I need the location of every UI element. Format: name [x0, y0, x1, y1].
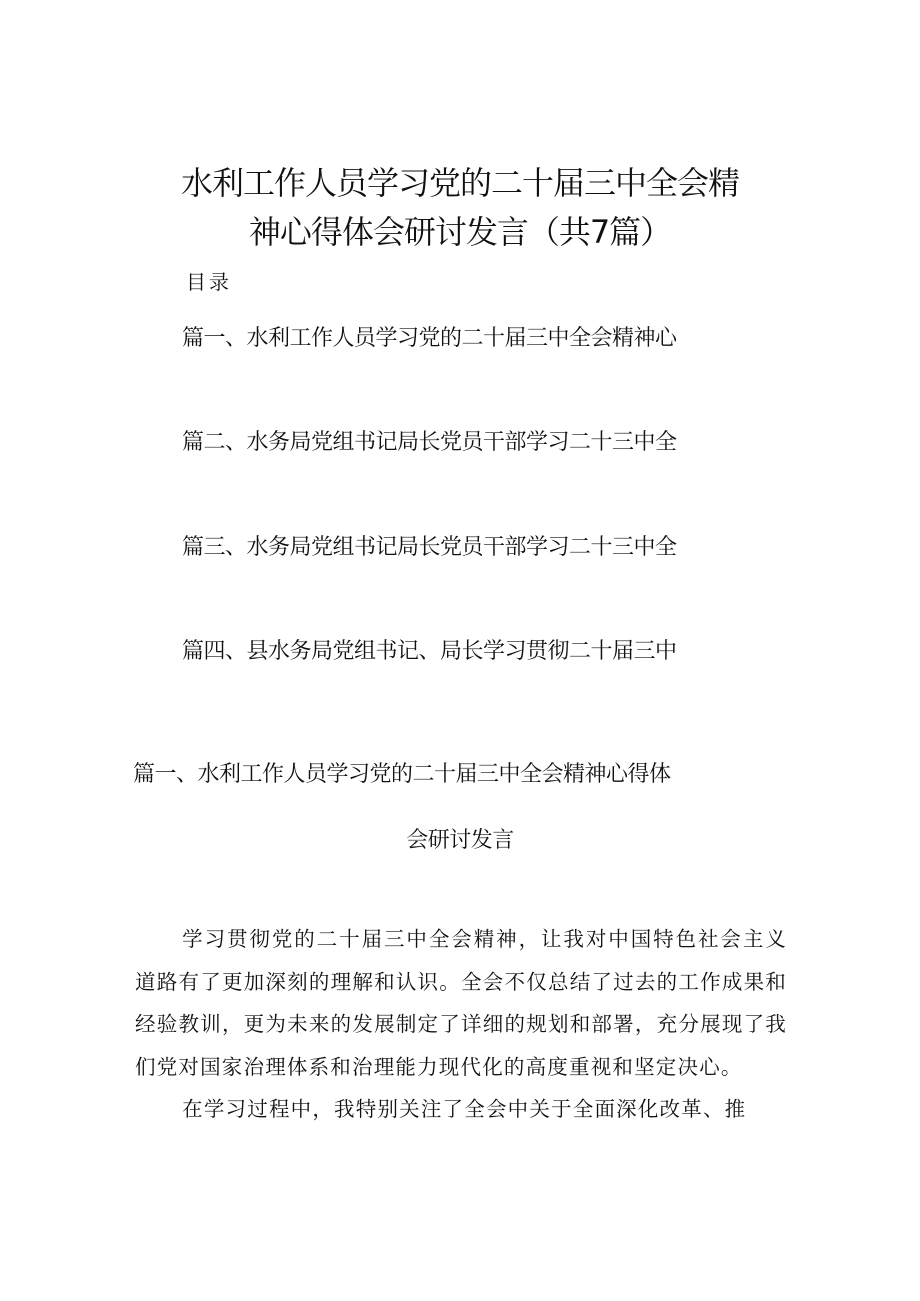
- document-title-line-2: 神心得体会研讨发言（共7篇）: [248, 213, 672, 252]
- section-title-line-2: 会研讨发言: [406, 828, 514, 853]
- toc-heading: 目录: [186, 270, 232, 294]
- toc-item-1[interactable]: 篇一、水利工作人员学习党的二十届三中全会精神心: [182, 326, 677, 351]
- section-body: [135, 918, 787, 1131]
- toc-item-4[interactable]: 篇四、县水务局党组书记、局长学习贯彻二十届三中: [182, 639, 677, 664]
- document-title: [120, 159, 800, 257]
- toc-item-2[interactable]: 篇二、水务局党组书记局长党员干部学习二十三中全: [182, 430, 677, 455]
- body-paragraph-2: 在学习过程中，我特别关注了全会中关于全面深化改革、推: [182, 1097, 747, 1121]
- section-title-line-1: 篇一、水利工作人员学习党的二十届三中全会精神心得体: [133, 762, 671, 787]
- toc-item-3[interactable]: 篇三、水务局党组书记局长党员干部学习二十三中全: [182, 535, 677, 560]
- document-title-line-1: 水利工作人员学习党的二十届三中全会精: [180, 164, 739, 203]
- body-paragraph-1: 学习贯彻党的二十届三中全会精神，让我对中国特色社会主义道路有了更加深刻的理解和认识。全会不仅总结了过去的工作成果和经验教训，更为未来的发展制定了详细的规划和部署，充分展现了我们党对国家治理体系和治理能力现代化的高度重视和坚定决心。: [135, 927, 787, 1079]
